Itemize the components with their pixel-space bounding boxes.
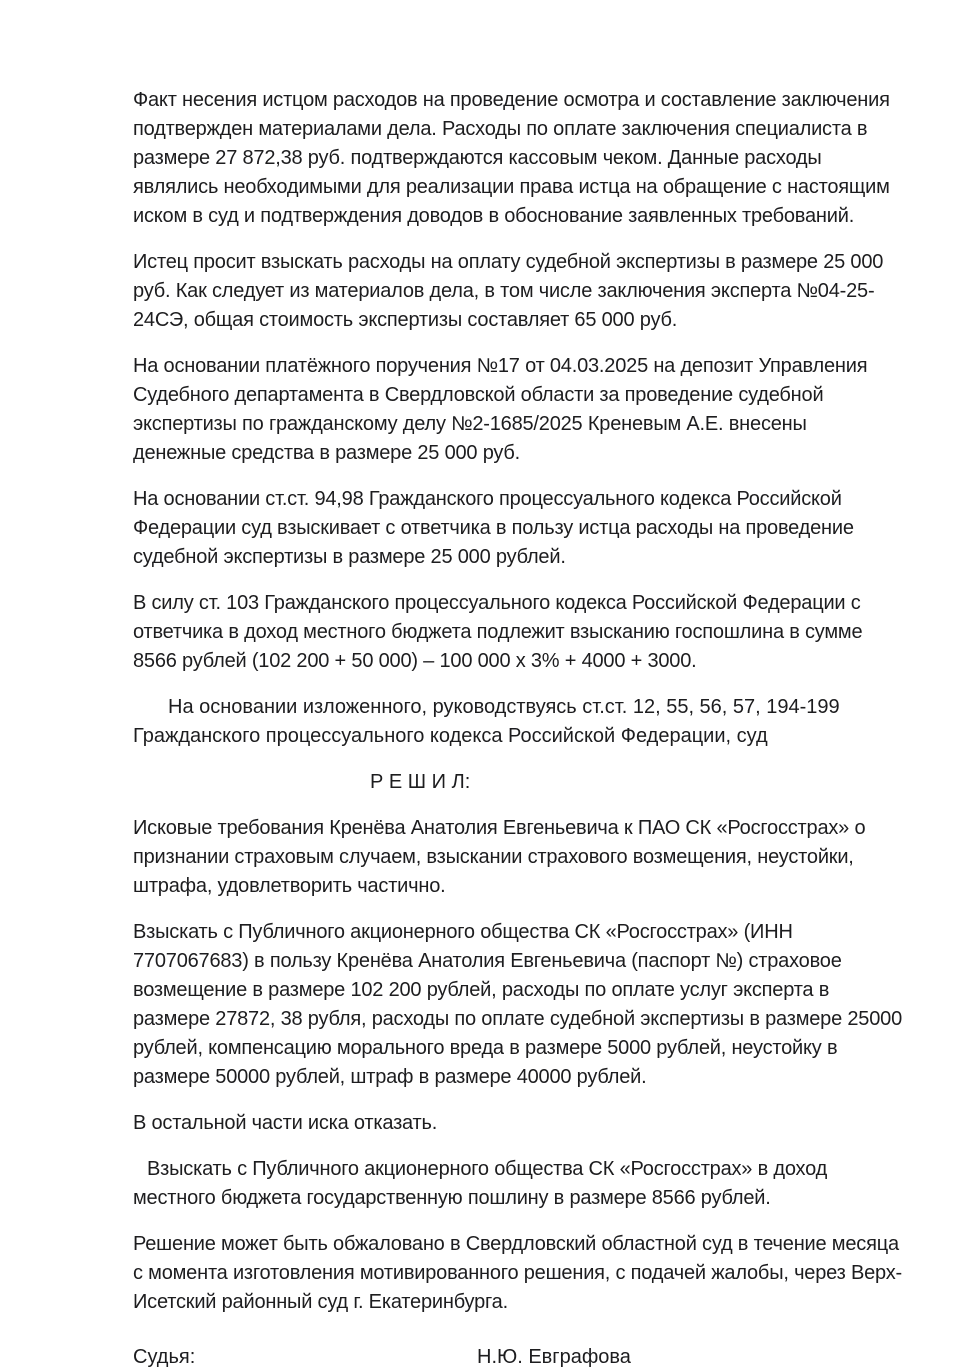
paragraph-payment-order: На основании платёжного поручения №17 от 04.03.2025 на депозит Управления Судебного департамента в Свердловской области за проведение судебной экспертизы по гражданскому делу №2-1685/2025 Креневым А.Е. внесены денежные средства в размере 25 000 руб.: [133, 355, 868, 464]
paragraph-claims-partially-satisfied: Исковые требования Кренёва Анатолия Евгеньевича к ПАО СК «Росгосстрах» о признании страховым случаем, взыскании страхового возмещения, неустойки, штрафа, удовлетворить частично.: [133, 817, 866, 897]
paragraph-recover-from-insurer: Взыскать с Публичного акционерного общества СК «Росгосстрах» (ИНН 7707067683) в пользу Кренёва Анатолия Евгеньевича (паспорт №) страховое возмещение в размере 102 200 рублей, расходы по оплате услуг эксперта в размере 27872, 38 рубля, расходы по оплате судебной экспертизы в размере 25000 рублей, компенсацию морального вреда в размере 5000 рублей, неустойку в размере 50000 рублей, штраф в размере 40000 рублей.: [133, 921, 902, 1088]
signature-row: [133, 1343, 905, 1371]
paragraph-expenses-fact: Факт несения истцом расходов на проведение осмотра и составление заключения подтвержден материалами дела. Расходы по оплате заключения специалиста в размере 27 872,38 руб. подтверждаются кассовым чеком. Данные расходы являлись необходимыми для реализации права истца на обращение с настоящим иском в суд и подтверждения доводов в обоснование заявленных требований.: [133, 89, 890, 227]
judge-name: Н.Ю. Евграфова: [477, 1346, 631, 1368]
paragraph-art-94-98: На основании ст.ст. 94,98 Гражданского процессуального кодекса Российской Федерации суд взыскивает с ответчика в пользу истца расходы на проведение судебной экспертизы в размере 25 000 рублей.: [133, 488, 854, 568]
judge-label: Судья:: [133, 1346, 196, 1368]
paragraph-rest-denied: В остальной части иска отказать.: [133, 1112, 438, 1134]
paragraph-state-duty: Взыскать с Публичного акционерного общества СК «Росгосстрах» в доход местного бюджета государственную пошлину в размере 8566 рублей.: [133, 1158, 828, 1209]
paragraph-expertise-request: Истец просит взыскать расходы на оплату судебной экспертизы в размере 25 000 руб. Как следует из материалов дела, в том числе заключения эксперта №04-25-24СЭ, общая стоимость экспертизы составляет 65 000 руб.: [133, 251, 884, 331]
paragraph-appeal-info: Решение может быть обжаловано в Свердловский областной суд в течение месяца с момента изготовления мотивированного решения, с подачей жалобы, через Верх-Исетский районный суд г. Екатеринбурга.: [133, 1233, 902, 1313]
paragraph-art-103-duty: В силу ст. 103 Гражданского процессуального кодекса Российской Федерации с ответчика в доход местного бюджета подлежит взысканию госпошлина в сумме 8566 рублей (102 200 + 50 000) – 100 000 х 3% + 4000 + 3000.: [133, 592, 863, 672]
paragraph-based-on-above: На основании изложенного, руководствуясь ст.ст. 12, 55, 56, 57, 194-199 Гражданского процессуального кодекса Российской Федерации, суд: [133, 696, 840, 747]
resolution-heading: Р Е Ш И Л:: [370, 771, 471, 793]
